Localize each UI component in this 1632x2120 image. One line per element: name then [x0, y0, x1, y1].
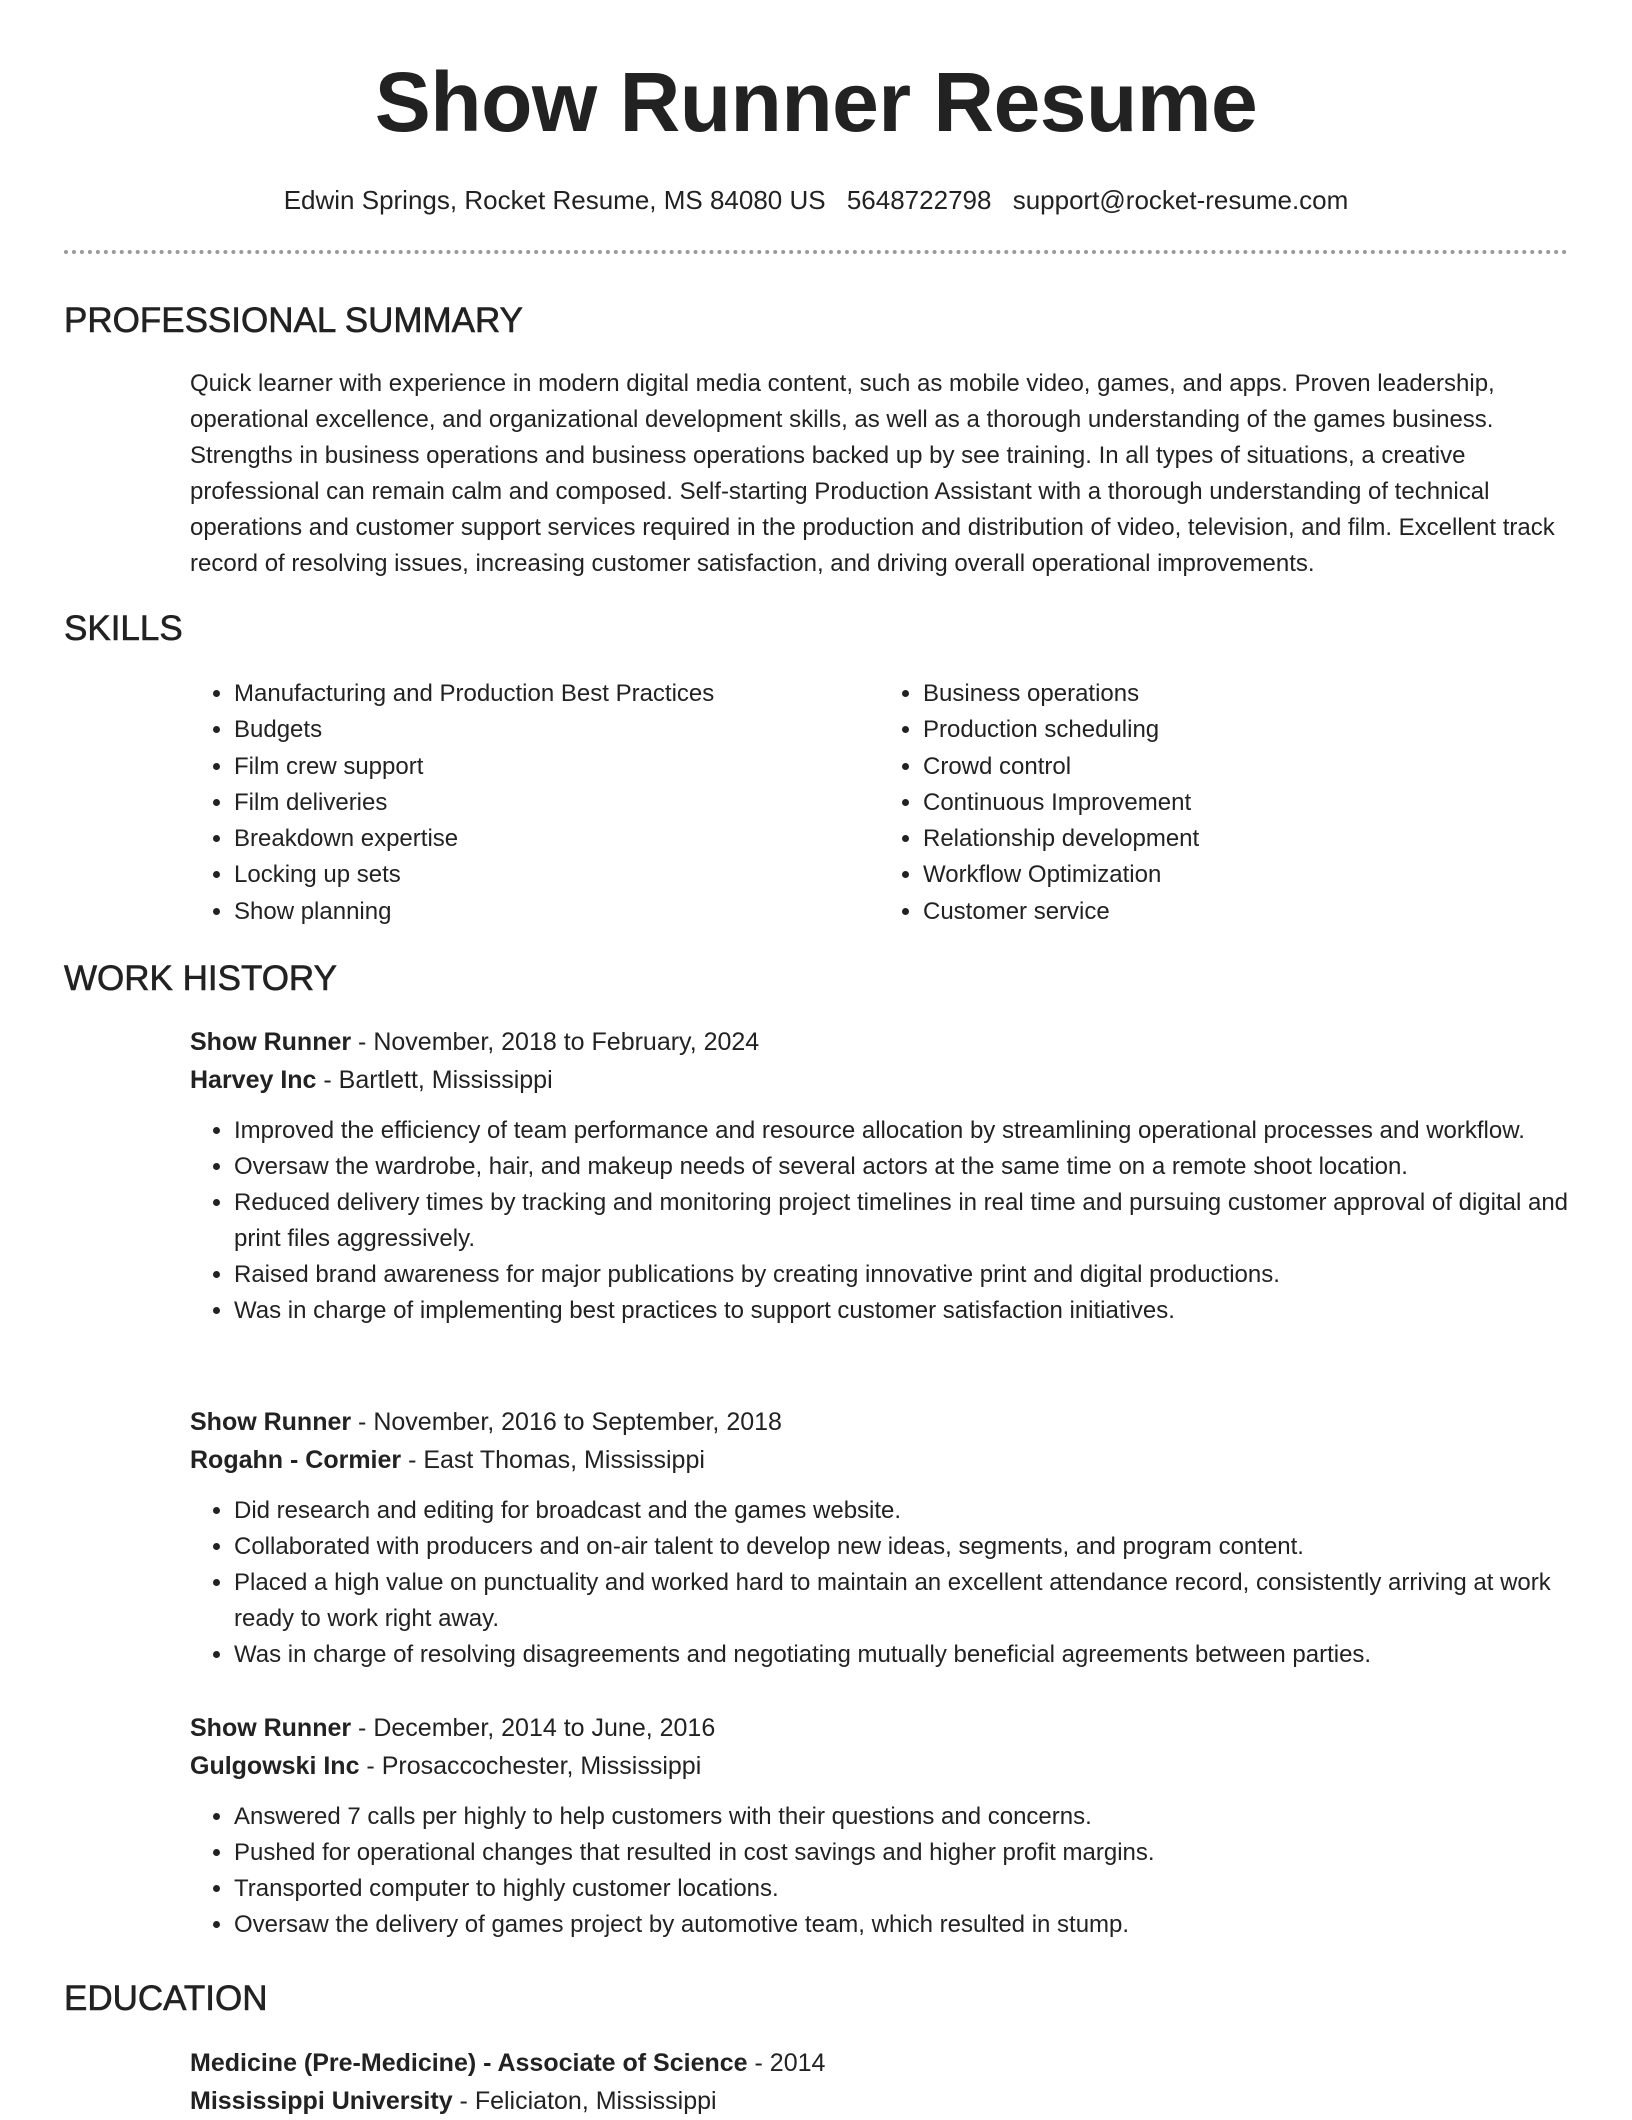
job-title: Show Runner [190, 1714, 352, 1742]
contact-email: support@rocket-resume.com [1012, 185, 1349, 215]
job-company: Rogahn - Cormier [190, 1446, 402, 1474]
skill-item: • Film crew support [234, 749, 879, 785]
job-bullets [190, 1799, 1568, 1943]
skills-column-left [190, 676, 879, 930]
job-bullet: • Improved the efficiency of team performance and resource allocation by streamlining operational processes and workflow. [234, 1113, 1568, 1149]
job-entry [190, 1709, 1568, 1943]
job-bullet: • Placed a high value on punctuality and worked hard to maintain an excellent attendance record, consistently arriving at work ready to work right away. [234, 1565, 1568, 1637]
job-location: - East Thomas, Mississippi [401, 1446, 705, 1474]
skill-item: • Customer service [923, 894, 1568, 930]
skill-item: • Production scheduling [923, 712, 1568, 748]
job-title: Show Runner [190, 1408, 352, 1436]
job-bullet: • Did research and editing for broadcast and the games website. [234, 1493, 1568, 1529]
job-bullet: • Oversaw the delivery of games project by automotive team, which resulted in stump. [234, 1907, 1568, 1943]
contact-line [0, 182, 1632, 218]
job-location: - Prosaccochester, Mississippi [359, 1752, 702, 1780]
education-school-line [190, 2082, 1568, 2120]
skill-item: • Continuous Improvement [923, 785, 1568, 821]
work-history-heading: WORK HISTORY [64, 959, 337, 998]
job-bullet: • Collaborated with producers and on-air talent to develop new ideas, segments, and program content. [234, 1529, 1568, 1565]
job-bullet: • Was in charge of implementing best practices to support customer satisfaction initiatives. [234, 1293, 1568, 1329]
job-bullet: • Was in charge of resolving disagreements and negotiating mutually beneficial agreements between parties. [234, 1637, 1568, 1673]
skill-item: • Business operations [923, 676, 1568, 712]
education-heading: EDUCATION [64, 1979, 268, 2018]
skill-item: • Breakdown expertise [234, 821, 879, 857]
job-company: Harvey Inc [190, 1066, 317, 1094]
job-entry [190, 1023, 1568, 1329]
skills-list [190, 676, 1568, 930]
skill-item: • Locking up sets [234, 857, 879, 893]
job-bullet: • Answered 7 calls per highly to help customers with their questions and concerns. [234, 1799, 1568, 1835]
skill-item: • Crowd control [923, 749, 1568, 785]
resume-title: Show Runner Resume [374, 55, 1258, 149]
job-title-line [190, 1023, 1568, 1061]
skill-item: • Relationship development [923, 821, 1568, 857]
education-location: - Feliciaton, Mississippi [452, 2087, 717, 2115]
job-company-line [190, 1441, 1568, 1479]
job-company: Gulgowski Inc [190, 1752, 360, 1780]
skills-heading: SKILLS [64, 609, 183, 648]
contact-phone: 5648722798 [846, 185, 992, 215]
skills-column-right [879, 676, 1568, 930]
education-degree: Medicine (Pre-Medicine) - Associate of Science [190, 2049, 748, 2077]
contact-address: Edwin Springs, Rocket Resume, MS 84080 US [283, 185, 826, 215]
education-degree-line [190, 2044, 1568, 2082]
job-dates: - November, 2016 to September, 2018 [351, 1408, 782, 1436]
job-dates: - November, 2018 to February, 2024 [351, 1028, 760, 1056]
education-school: Mississippi University [190, 2087, 453, 2115]
job-location: - Bartlett, Mississippi [316, 1066, 553, 1094]
job-bullet: • Pushed for operational changes that resulted in cost savings and higher profit margins. [234, 1835, 1568, 1871]
job-bullet: • Raised brand awareness for major publications by creating innovative print and digital productions. [234, 1257, 1568, 1293]
job-company-line [190, 1061, 1568, 1099]
job-entry [190, 1403, 1568, 1673]
summary-text: Quick learner with experience in modern digital media content, such as mobile video, games, and apps. Proven leadership, operational excellence, and organizational development skills, as well as a thorough understanding of the games business. Strengths in business operations and business operations backed up by see training. In all types of situations, a creative professional can remain calm and composed. Self-starting Production Assistant with a thorough understanding of technical operations and customer support services required in the production and distribution of video, television, and film. Excellent track record of resolving issues, increasing customer satisfaction, and driving overall operational improvements. [190, 370, 1555, 577]
skill-item: • Manufacturing and Production Best Practices [234, 676, 879, 712]
skill-item: • Film deliveries [234, 785, 879, 821]
summary-heading: PROFESSIONAL SUMMARY [64, 301, 523, 340]
skill-item: • Budgets [234, 712, 879, 748]
job-title-line [190, 1403, 1568, 1441]
job-bullets [190, 1493, 1568, 1673]
skill-item: • Workflow Optimization [923, 857, 1568, 893]
job-bullet: • Reduced delivery times by tracking and monitoring project timelines in real time and pursuing customer approval of digital and print files aggressively. [234, 1185, 1568, 1257]
job-bullet: • Oversaw the wardrobe, hair, and makeup needs of several actors at the same time on a remote shoot location. [234, 1149, 1568, 1185]
job-bullet: • Transported computer to highly customer locations. [234, 1871, 1568, 1907]
skill-item: • Show planning [234, 894, 879, 930]
header-divider [64, 250, 1568, 254]
job-title: Show Runner [190, 1028, 352, 1056]
job-bullets [190, 1113, 1568, 1329]
job-title-line [190, 1709, 1568, 1747]
education-year: - 2014 [747, 2049, 826, 2077]
education-entry [190, 2044, 1568, 2120]
job-company-line [190, 1747, 1568, 1785]
job-dates: - December, 2014 to June, 2016 [351, 1714, 716, 1742]
